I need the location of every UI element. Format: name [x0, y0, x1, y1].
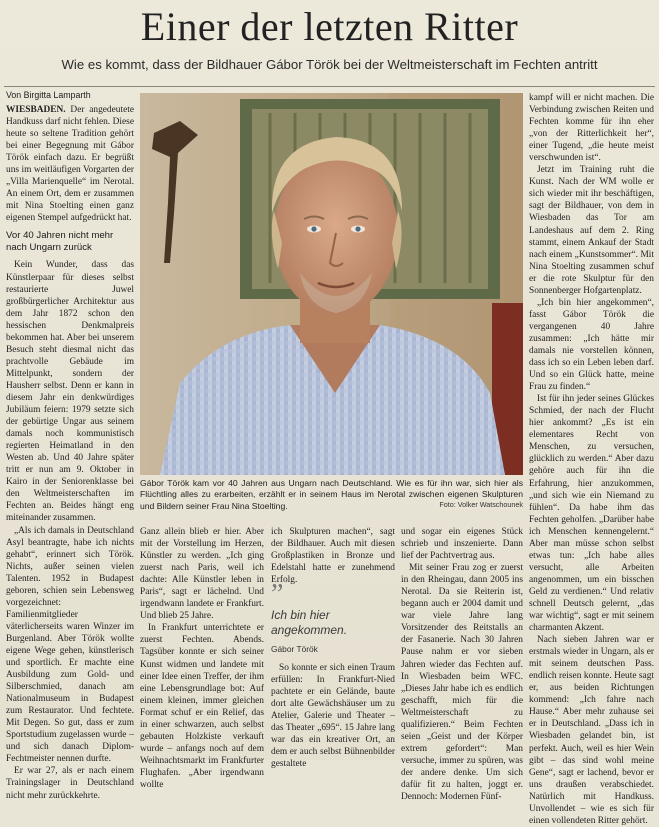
pull-quote [271, 579, 391, 654]
paragraph: kampf will er nicht machen. Die Verbindung zwischen Reiten und Fechten komme für ihn eher „von der Ritterlichkeit her“, einer Tugend, „die heute meist verschwunden ist“. [529, 93, 654, 164]
column-3 [271, 526, 395, 586]
paragraph: So konnte er sich einen Traum erfüllen: In Frankfurt-Nied pachtete er ein Gelände, baute dort alte Gewächshäuser um zu Atelier, Galerie und Theater – das Theater „695“. 15 Jahre lang war das ein kreativer Ort, an dem er auch selbst Bühnenbilder gestaltete [271, 663, 395, 770]
photo-caption: Gábor Török kam vor 40 Jahren aus Ungarn nach Deutschland. Wie es für ihn war, sich hier als Flüchtling alles zu erarbeiten, erzählt er in seinem Haus im Nerotal zwischen eigenen Skulpturen und Bildern seiner Frau Nina Stoelting. [140, 478, 523, 511]
paragraph-text: Der angedeutete Handkuss darf nicht fehlen. Diese heute so seltene Tradition gehört bei einer Begegnung mit Gábor Török einfach dazu. Er begrüßt uns im weitläufigen Vorgarten der „Villa Marienquelle“ im Nerotal. An einem Ort, dem er zusammen mit Nina Stoelting einen ganz eigenen Stempel aufgedrückt hat. [6, 105, 134, 224]
column-4 [401, 526, 523, 803]
paragraph: Ist für ihn jeder seines Glückes Schmied, der nach der Flucht hier ankommt? „Es ist ein elementares Recht von Menschen, zu versuchen, glücklich zu werden.“ Aber dazu gehöre auch für ihn die Erfahrung, hier anzukommen, „und sich wie ein Niemand zu fühlen“. Da habe ihm das Fechten geholfen. „Darüber habe ich Menschen kennengelernt.“ Aber man müsse schon selbst etwas tun: „Ich habe alles versucht, alle Arbeiten angenommen, um ein bisschen Geld zu verdienen.“ Und relativ schnell Deutsch gelernt, „das war wichtig“, sagt er mit seinem charmanten Akzent. [529, 394, 654, 634]
paragraph [6, 104, 134, 224]
portrait-illustration [140, 93, 523, 475]
paragraph: Er war 27, als er nach einem Trainingslager in Deutschland nicht mehr zurückkehrte. [6, 766, 134, 801]
paragraph: In Frankfurt unterrichtete er zuerst Fechten. Abends. Tagsüber konnte er sich seiner Kunst widmen und landete mit einer Idee einen Treffer, der ihm eine Lebensgrundlage bot: Auf einem kleinen, immer gleichen Format schuf er ein Relief, das in einer schwarzen, auch selbst gebauten Holzkiste verkauft wurde – anfangs noch auf dem Weihnachtsmarkt im Frankfurter Flughafen. „Aber irgendwann wollte [140, 623, 264, 790]
top-rule [4, 86, 655, 87]
subheadline: Wie es kommt, dass der Bildhauer Gábor Török bei der Weltmeisterschaft im Fechten antritt [61, 57, 598, 72]
quote-text: Ich bin hier angekommen. [271, 608, 348, 637]
paragraph: Jetzt im Training ruht die Kunst. Nach der WM wolle er sich wieder mit ihr beschäftigen, sagt der Bildhauer, von dem in Wiesbaden das Tor am Landeshaus auf dem 2. Ring stammt, einem Ankauf der Stadt nach einem „Kunstsommer“. Mit Nina Stoelting zusammen schuf er die rote Skulptur für den Sonnenberger Hofgartenplatz. [529, 165, 654, 296]
photo-credit: Foto: Volker Watschounek [435, 500, 523, 509]
quote-mark: ” [271, 579, 284, 610]
quote-source: Gábor Török [271, 644, 318, 654]
column-5 [529, 92, 654, 826]
byline: Von Birgitta Lamparth [6, 90, 91, 100]
paragraph: Kein Wunder, dass das Künstlerpaar für dieses selbst restaurierte Juwel großbürgerlicher Architektur aus dem Jahr 1872 schon den hessischen Denkmalpreis bekommen hat. Aber bei unserem Besuch steht diesmal nicht das prachtvolle Gebäude im Mittelpunkt, sondern der Hausherr selbst. Denn er kann in diesem Jahr ein denkwürdiges Jubiläum feiern: 1979 setzte sich der gebürtige Ungar aus seinem damals noch kommunistisch regierten Heimatland in den Westen ab. Und 40 Jahre später tritt er nun am 9. Oktober in Kairo in der Seniorenklasse bei den Weltmeisterschaften im Fechten an. Beides hängt eng miteinander zusammen. [6, 260, 134, 524]
dateline: WIESBADEN. [6, 105, 66, 115]
paragraph: Mit seiner Frau zog er zuerst in den Rheingau, dann 2005 ins Nerotal. Da sie Reiterin ist, begann auch er 2004 damit und war viele Jahre lang Vorsitzender des Reitstalls an der Fasanerie. Nach 30 Jahren Pause nahm er vor sieben Jahren wieder das Fechten auf. In Wiesbaden beim WFC. „Dieses Jahr habe ich es endlich geschafft, mich für die Weltmeisterschaft zu qualifizieren.“ Beim Fechten seien „Geist und der Körper extrem gefordert“: Man versuche, immer zu spüren, was der andere denke. Um sich dafür fit zu halten, joggt er. Dennoch: Modernen Fünf- [401, 563, 523, 803]
column-1 [6, 104, 134, 801]
paragraph: „Als ich damals in Deutschland Asyl beantragte, habe ich nichts gehabt“, erinnert sich Török. Nichts, außer seinen vielen Talenten. 1952 in Budapest geboren, schien sein Lebensweg vorgezeichnet: Familienmitglieder väterlicherseits waren Winzer im Burgenland. Aber Török wollte eigene Wege gehen, künstlerisch und sportlich. Er machte eine Ausbildung zum Gold- und Silberschmied, danach am Nationalmuseum in Budapest zum Restaurator. Und fechtete. Mit Degen. So gut, dass er zum Sportstudium zugelassen wurde – und sich danach Diplom-Fechtmeister nennen durfte. [6, 525, 134, 765]
column-3-continued [271, 662, 395, 770]
paragraph: ich Skulpturen machen“, sagt der Bildhauer. Auch mit diesen Großplastiken in Bronze und Edelstahl hatte er zunehmend Erfolg. [271, 527, 395, 586]
paragraph: „Ich bin hier angekommen“, fasst Gábor Török die vergangenen 40 Jahre zusammen: „Ich hätte mir damals nie vorstellen können, dass ich so ein Leben leben darf. Und so ein Glück hatte, meine Frau zu finden.“ [529, 297, 654, 393]
portrait-photo [140, 93, 523, 475]
column-2 [140, 526, 264, 790]
headline: Einer der letzten Ritter [140, 4, 519, 49]
intertitle: Vor 40 Jahren nicht mehr nach Ungarn zurück [6, 230, 114, 254]
paragraph: Nach sieben Jahren war er erstmals wieder in Ungarn, als er mit seinem deutschen Pass. endlich reisen konnte. Heute sagt er, aus beiden Richtungen kommend: „Ich fahre nach Hause.“ Aber mehr zuhause sei er in Deutschland. „Dass ich in Wiesbaden gelandet bin, ist perfekt. Auch, weil es hier Wein gibt – das sind wohl meine Gene“, sagt er lachend, bevor er uns draußen verabschiedet. Natürlich mit Handkuss. Unvollendet – wie es sich für einen vollendeten Ritter gehört. [529, 635, 654, 826]
paragraph: Ganz allein blieb er hier. Aber mit der Vorstellung im Herzen, Künstler zu werden. „Ich ging zuerst nach Paris, weil ich dachte: Alle Künstler leben in Paris“, sagt er lächelnd. Und irgendwann landete er Frankfurt. Und blieb 25 Jahre. [140, 527, 264, 622]
paragraph: und sogar ein eigenes Stück schrieb und inszenierte. Dann lief der Pachtvertrag aus. [401, 527, 523, 562]
